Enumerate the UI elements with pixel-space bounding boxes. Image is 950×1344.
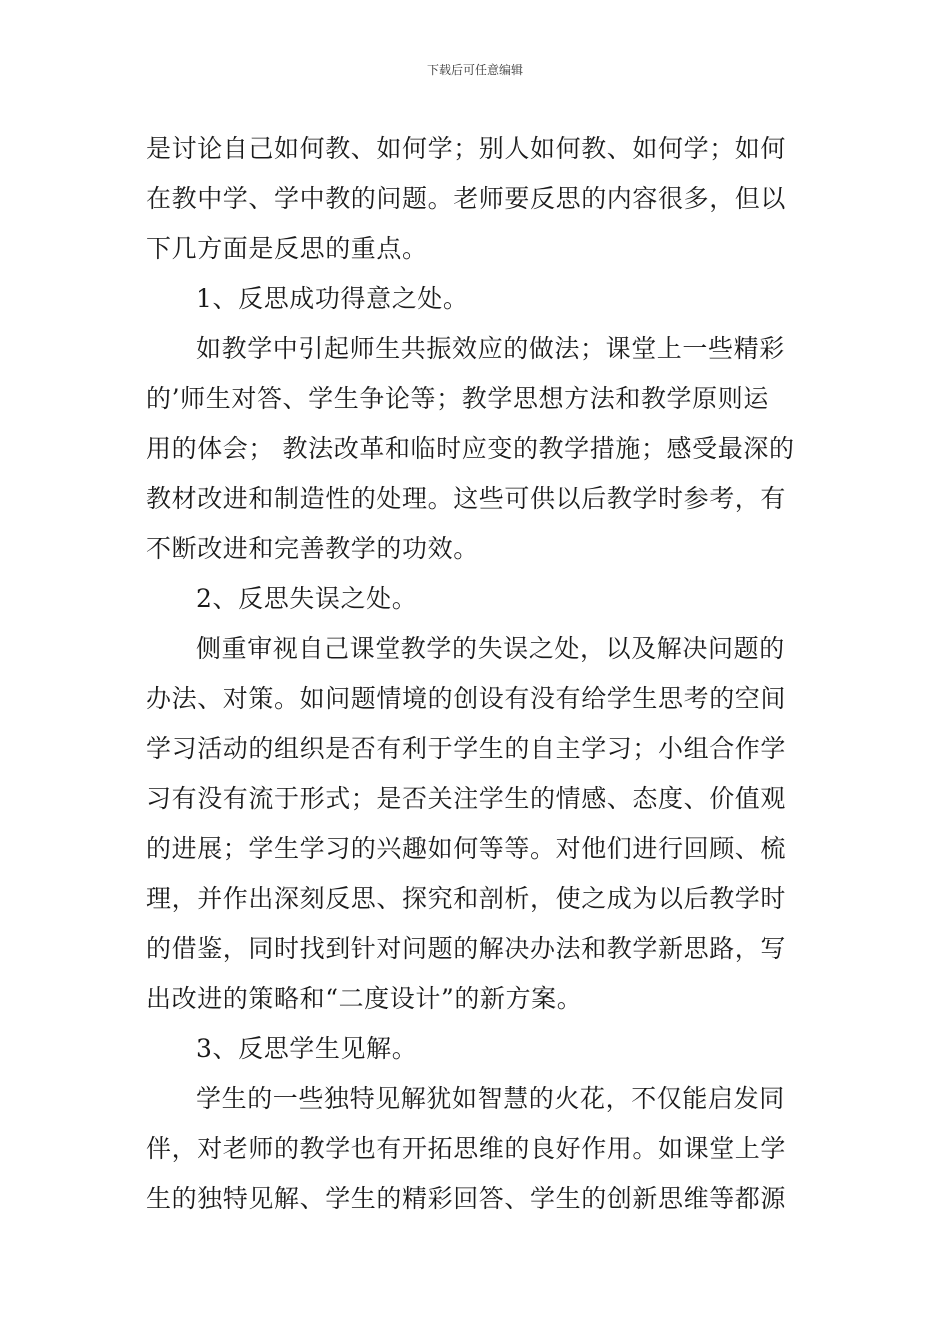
text-line: 在教中学、学中教的问题。老师要反思的内容很多，但以 — [146, 184, 787, 213]
text-line: 伴，对老师的教学也有开拓思维的良好作用。如课堂上学 — [146, 1134, 787, 1163]
page-header: 下载后可任意编辑 — [426, 63, 523, 77]
section-heading: 2、反思失误之处。 — [196, 584, 418, 613]
text-line: 习有没有流于形式；是否关注学生的情感、态度、价值观 — [146, 784, 787, 813]
text-line: 用的体会； 教法改革和临时应变的教学措施；感受最深的 — [146, 434, 795, 463]
section-heading: 1、反思成功得意之处。 — [196, 284, 469, 313]
text-line: 如教学中引起师生共振效应的做法；课堂上一些精彩 — [196, 334, 785, 363]
text-line: 生的独特见解、学生的精彩回答、学生的创新思维等都源 — [146, 1184, 787, 1213]
text-line: 下几方面是反思的重点。 — [146, 234, 428, 263]
text-line: 教材改进和制造性的处理。这些可供以后教学时参考，有 — [146, 484, 787, 513]
section-heading: 3、反思学生见解。 — [196, 1034, 418, 1063]
text-line: 办法、对策。如问题情境的创设有没有给学生思考的空间 — [146, 684, 787, 713]
text-line: 学习活动的组织是否有利于学生的自主学习；小组合作学 — [146, 734, 787, 763]
text-line: 出改进的策略和“二度设计”的新方案。 — [146, 984, 583, 1013]
text-line: 理，并作出深刻反思、探究和剖析，使之成为以后教学时 — [146, 884, 787, 913]
text-line: 的’师生对答、学生争论等；教学思想方法和教学原则运 — [146, 384, 769, 413]
text-line: 学生的一些独特见解犹如智慧的火花，不仅能启发同 — [196, 1084, 785, 1113]
text-line: 的借鉴，同时找到针对问题的解决办法和教学新思路，写 — [146, 934, 787, 963]
text-line: 侧重审视自己课堂教学的失误之处，以及解决问题的 — [196, 634, 785, 663]
text-line: 不断改进和完善教学的功效。 — [146, 534, 479, 563]
text-line: 是讨论自己如何教、如何学；别人如何教、如何学；如何 — [146, 134, 787, 163]
text-line: 的进展；学生学习的兴趣如何等等。对他们进行回顾、梳 — [146, 834, 787, 863]
